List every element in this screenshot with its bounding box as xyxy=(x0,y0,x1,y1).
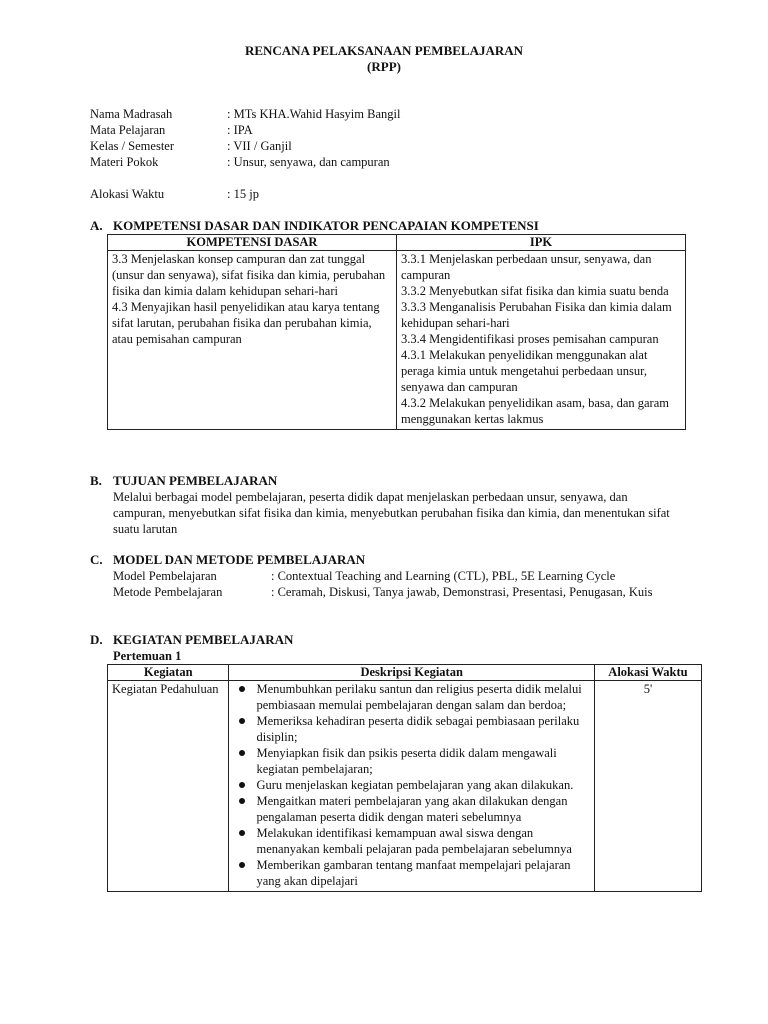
model-value: : Contextual Teaching and Learning (CTL), PBL, 5E Learning Cycle xyxy=(271,569,616,583)
list-item xyxy=(229,713,589,745)
list-item-text: Menyiapkan fisik dan psikis peserta didik dalam mengawali kegiatan pembelajaran; xyxy=(256,746,557,776)
list-item xyxy=(229,825,589,857)
col-ipk: IPK xyxy=(397,235,686,251)
section-letter: D. xyxy=(90,632,103,647)
pertemuan-label: Pertemuan 1 xyxy=(113,649,182,663)
list-item xyxy=(229,857,589,889)
section-title: KOMPETENSI DASAR DAN INDIKATOR PENCAPAIAN KOMPETENSI xyxy=(113,218,539,233)
meta-label: Mata Pelajaran xyxy=(90,123,166,137)
section-d-heading xyxy=(90,632,293,648)
ipk-item: 3.3.3 Menganalisis Perubahan Fisika dan kimia dalam kehidupan sehari-hari xyxy=(401,300,672,330)
ipk-item: 3.3.4 Mengidentifikasi proses pemisahan campuran xyxy=(401,332,659,346)
meta-value: : IPA xyxy=(227,123,253,137)
section-title: TUJUAN PEMBELAJARAN xyxy=(113,473,278,488)
meta-label: Kelas / Semester xyxy=(90,139,175,153)
kd-cell xyxy=(108,251,397,430)
alokasi-cell: 5' xyxy=(594,681,701,892)
kd-item: 4.3 Menyajikan hasil penyelidikan atau karya tentang sifat larutan, perubahan fisika dan perubahan kimia, atau pemisahan campuran xyxy=(112,300,380,346)
section-title: KEGIATAN PEMBELAJARAN xyxy=(113,632,294,647)
list-item xyxy=(229,793,589,825)
meta-value: : Unsur, senyawa, dan campuran xyxy=(227,155,390,169)
col-deskripsi: Deskripsi Kegiatan xyxy=(229,665,594,681)
col-alokasi: Alokasi Waktu xyxy=(594,665,701,681)
ipk-cell xyxy=(397,251,686,430)
meta-value: : MTs KHA.Wahid Hasyim Bangil xyxy=(227,107,401,121)
meta-label: Materi Pokok xyxy=(90,155,159,169)
list-item-text: Menumbuhkan perilaku santun dan religius peserta didik melalui pembiasaan memulai pembelajaran dengan salam dan berdoa; xyxy=(256,682,582,712)
table-header-row xyxy=(108,665,702,681)
bullet-icon xyxy=(239,798,245,804)
meta-label: Nama Madrasah xyxy=(90,107,173,121)
model-label: Model Pembelajaran xyxy=(113,569,217,583)
ipk-item: 3.3.1 Menjelaskan perbedaan unsur, senyawa, dan campuran xyxy=(401,252,652,282)
model-metode-block xyxy=(113,568,673,600)
col-kompetensi-dasar: KOMPETENSI DASAR xyxy=(108,235,397,251)
section-letter: A. xyxy=(90,218,103,233)
bullet-icon xyxy=(239,782,245,788)
kompetensi-table xyxy=(107,234,686,430)
meta-row-alokasi xyxy=(90,186,690,202)
bullet-icon xyxy=(239,686,245,692)
section-title: MODEL DAN METODE PEMBELAJARAN xyxy=(113,552,366,567)
col-kegiatan: Kegiatan xyxy=(108,665,229,681)
table-row xyxy=(108,681,702,892)
list-item-text: Mengaitkan materi pembelajaran yang akan dilakukan dengan pengalaman peserta didik dengan materi sebelumnya xyxy=(256,794,568,824)
table-header-row xyxy=(108,235,686,251)
ipk-item: 4.3.2 Melakukan penyelidikan asam, basa, dan garam menggunakan kertas lakmus xyxy=(401,396,669,426)
list-item-text: Memeriksa kehadiran peserta didik sebagai pembiasaan perilaku disiplin; xyxy=(256,714,580,744)
metode-value: : Ceramah, Diskusi, Tanya jawab, Demonstrasi, Presentasi, Penugasan, Kuis xyxy=(271,585,653,599)
document-title: RENCANA PELAKSANAAN PEMBELAJARAN xyxy=(244,43,524,58)
identity-block xyxy=(90,106,690,202)
activity-list xyxy=(229,681,589,889)
section-letter: C. xyxy=(90,552,103,567)
deskripsi-cell xyxy=(229,681,594,892)
bullet-icon xyxy=(239,750,245,756)
meta-row-materi xyxy=(90,154,690,170)
list-item-text: Guru menjelaskan kegiatan pembelajaran yang akan dilakukan. xyxy=(256,778,574,792)
ipk-item: 4.3.1 Melakukan penyelidikan menggunakan alat peraga kimia untuk mengetahui perbedaan unsur, senyawa dan campuran xyxy=(401,348,648,394)
list-item-text: Melakukan identifikasi kemampuan awal siswa dengan menanyakan kembali pelajaran pada pembelajaran sebelumnya xyxy=(256,826,572,856)
section-c-heading xyxy=(90,552,365,568)
document-subtitle: (RPP) xyxy=(367,59,401,74)
list-item xyxy=(229,745,589,777)
list-item xyxy=(229,777,589,793)
bullet-icon xyxy=(239,862,245,868)
meta-value: : 15 jp xyxy=(227,187,259,201)
tujuan-paragraph: Melalui berbagai model pembelajaran, peserta didik dapat menjelaskan perbedaan unsur, senyawa, dan campuran, menyebutkan sifat fisika dan kimia, menyebutkan perubahan fisika dan kimia, dan menentukan sifat suatu larutan xyxy=(113,490,670,536)
metode-row xyxy=(113,584,673,600)
section-a-heading xyxy=(90,218,539,234)
bullet-icon xyxy=(239,718,245,724)
kd-item: 3.3 Menjelaskan konsep campuran dan zat tunggal (unsur dan senyawa), sifat fisika dan kimia, perubahan fisika dan kimia dalam kehidupan sehari-hari xyxy=(112,252,386,298)
metode-label: Metode Pembelajaran xyxy=(113,585,223,599)
list-item xyxy=(229,681,589,713)
table-row xyxy=(108,251,686,430)
list-item-text: Memberikan gambaran tentang manfaat mempelajari pelajaran yang akan dipelajari xyxy=(256,858,571,888)
section-b-heading xyxy=(90,473,277,489)
meta-value: : VII / Ganjil xyxy=(227,139,292,153)
bullet-icon xyxy=(239,830,245,836)
meta-row-kelas xyxy=(90,138,690,154)
meta-row-madrasah xyxy=(90,106,690,122)
kegiatan-cell: Kegiatan Pedahuluan xyxy=(108,681,229,892)
kegiatan-table xyxy=(107,664,702,892)
section-letter: B. xyxy=(90,473,102,488)
meta-row-mapel xyxy=(90,122,690,138)
model-row xyxy=(113,568,673,584)
ipk-item: 3.3.2 Menyebutkan sifat fisika dan kimia suatu benda xyxy=(401,284,669,298)
meta-label: Alokasi Waktu xyxy=(90,187,165,201)
